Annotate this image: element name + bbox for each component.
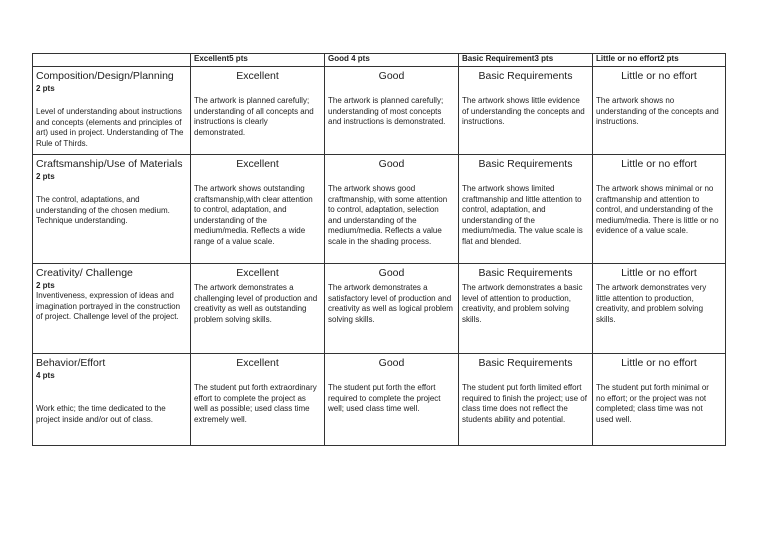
criterion-cell (33, 67, 191, 155)
header-little: Little or no effort2 pts (593, 54, 726, 67)
level-description: The student put forth extraordinary effort to complete the project as well as possible; used class time extremely well. (194, 383, 317, 424)
level-cell (191, 354, 325, 446)
level-description: The artwork shows little evidence of understanding the concepts and instructions. (462, 96, 585, 126)
level-cell (593, 264, 726, 354)
level-title: Excellent (236, 158, 279, 170)
level-description: The artwork demonstrates a satisfactory level of production and creativity as well as logical problem solving skills. (328, 283, 453, 324)
header-good: Good 4 pts (325, 54, 459, 67)
level-title: Excellent (236, 70, 279, 82)
level-cell (593, 67, 726, 155)
level-description: The student put forth limited effort required to finish the project; use of class time does not reflect the students ability and potential. (462, 383, 587, 424)
criterion-title: Composition/Design/Planning (36, 70, 174, 82)
table-row (33, 155, 726, 264)
level-description: The artwork shows good craftmanship, with some attention to control, adaptation, selection and understanding of the medium/media. Reflects a value scale in the shading process. (328, 184, 448, 246)
criterion-points: 2 pts (36, 281, 55, 290)
level-description: The artwork is planned carefully; understanding of all concepts and instructions is clearly demonstrated. (194, 96, 314, 137)
table-row (33, 67, 726, 155)
criterion-cell (33, 155, 191, 264)
rubric-table (32, 53, 726, 446)
header-blank (33, 54, 191, 67)
level-cell (191, 155, 325, 264)
level-title: Little or no effort (621, 357, 697, 369)
criterion-title: Creativity/ Challenge (36, 267, 133, 279)
criterion-points: 2 pts (36, 84, 55, 93)
level-cell (459, 354, 593, 446)
level-title: Basic Requirements (478, 267, 573, 279)
level-description: The artwork shows minimal or no craftmanship and attention to control, and understanding of the medium/media. There is little or no evidence of a value scale. (596, 184, 719, 235)
level-title: Little or no effort (621, 70, 697, 82)
level-description: The student put forth the effort required to complete the project well; used class time well. (328, 383, 441, 413)
level-cell (593, 354, 726, 446)
level-description: The artwork is planned carefully; understanding of most concepts and instructions is demonstrated. (328, 96, 446, 126)
level-description: The artwork shows outstanding craftsmanship,with clear attention to control, adaptation, and understanding of the medium/media. Reflects a wide range of a value scale. (194, 184, 313, 246)
criterion-description: The control, adaptations, and understanding of the chosen medium. Technique understanding. (36, 195, 170, 225)
level-cell (459, 264, 593, 354)
level-description: The artwork demonstrates a challenging level of production and creativity as well as outstanding problem solving skills. (194, 283, 318, 324)
level-cell (459, 67, 593, 155)
level-title: Basic Requirements (478, 158, 573, 170)
header-excellent: Excellent5 pts (191, 54, 325, 67)
level-title: Good (378, 70, 405, 82)
criterion-title: Behavior/Effort (36, 357, 106, 369)
level-cell (459, 155, 593, 264)
level-cell (325, 354, 459, 446)
criterion-points: 4 pts (36, 371, 55, 380)
level-description: The artwork shows limited craftmanship and little attention to control, adaptation, and understanding of the medium/media. The value scale is flat and blended. (462, 184, 583, 246)
criterion-cell (33, 354, 191, 446)
level-title: Little or no effort (621, 267, 697, 279)
level-cell (593, 155, 726, 264)
level-cell (191, 67, 325, 155)
level-title: Excellent (236, 267, 279, 279)
level-title: Basic Requirements (478, 70, 573, 82)
level-cell (191, 264, 325, 354)
level-title: Good (378, 357, 405, 369)
criterion-cell (33, 264, 191, 354)
level-description: The artwork demonstrates a basic level of attention to production, creativity, and problem solving skills. (462, 283, 583, 324)
level-title: Excellent (236, 357, 279, 369)
criterion-title: Craftsmanship/Use of Materials (36, 158, 183, 170)
header-row (33, 54, 726, 67)
criterion-description: Inventiveness, expression of ideas and imagination portrayed in the construction of project. Challenge level of the project. (36, 291, 181, 321)
criterion-points: 2 pts (36, 172, 55, 181)
table-row (33, 354, 726, 446)
header-basic: Basic Requirement3 pts (459, 54, 593, 67)
level-description: The student put forth minimal or no effort; or the project was not completed; class time was not used well. (596, 383, 709, 424)
level-description: The artwork shows no understanding of the concepts and instructions. (596, 96, 719, 126)
level-cell (325, 67, 459, 155)
level-title: Little or no effort (621, 158, 697, 170)
level-description: The artwork demonstrates very little attention to production, creativity, and problem solving skills. (596, 283, 707, 324)
level-cell (325, 155, 459, 264)
table-row (33, 264, 726, 354)
level-title: Good (378, 267, 405, 279)
criterion-description: Level of understanding about instructions and concepts (elements and principles of art) used in project. Understanding of The Rule of Thirds. (36, 107, 184, 148)
criterion-description: Work ethic; the time dedicated to the project inside and/or out of class. (36, 404, 166, 424)
level-title: Good (378, 158, 405, 170)
level-cell (325, 264, 459, 354)
level-title: Basic Requirements (478, 357, 573, 369)
